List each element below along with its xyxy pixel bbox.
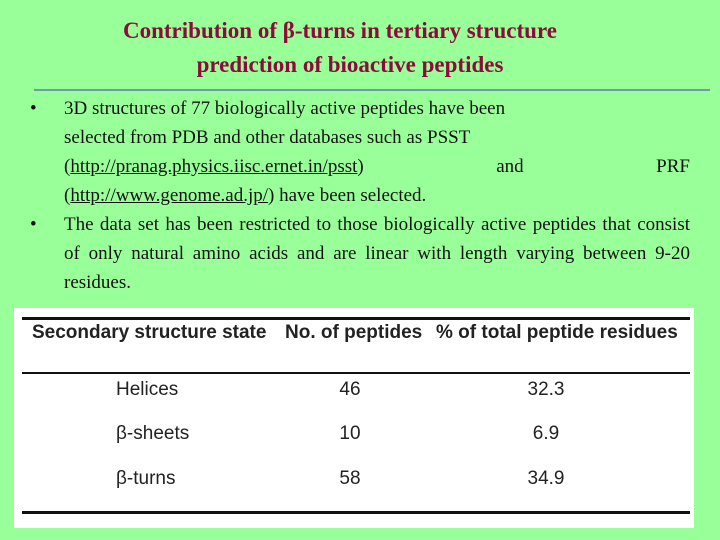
title-line-1 <box>0 14 720 48</box>
bullet-1-line-4 <box>64 181 690 210</box>
row-sheets-state: β-sheets <box>116 423 190 444</box>
row-sheets-percent: 6.9 <box>532 423 560 444</box>
table-top-rule <box>22 317 690 320</box>
header-secondary-structure: Secondary structure state <box>32 322 267 343</box>
title-text-suffix: -turns in tertiary structure <box>294 18 557 43</box>
row-helices-state: Helices <box>116 379 179 400</box>
row-turns-count: 58 <box>339 468 361 489</box>
paren: ( <box>64 185 71 206</box>
paren: ) <box>357 156 364 177</box>
title-line-2: prediction of bioactive peptides <box>196 52 504 77</box>
bullet-list <box>30 94 690 297</box>
structure-table <box>14 308 694 528</box>
slide-title <box>0 14 720 82</box>
row-helices-count: 46 <box>339 379 361 400</box>
row-turns-percent: 34.9 <box>527 468 565 489</box>
row-turns-state: β-turns <box>116 468 176 489</box>
table-bottom-rule <box>22 511 690 514</box>
paren: ( <box>64 156 71 177</box>
title-divider <box>34 89 710 91</box>
psst-link[interactable]: http://pranag.physics.iisc.ernet.in/psst <box>70 156 358 177</box>
bullet-item-datasets <box>30 94 690 210</box>
row-helices-percent: 32.3 <box>527 379 565 400</box>
table-header-rule <box>22 372 690 374</box>
prf-text: PRF <box>656 156 690 177</box>
header-percent-residues: % of total peptide residues <box>436 322 678 343</box>
bullet-1-line-3 <box>64 152 690 181</box>
bullet-1-tail: ) have been selected. <box>268 185 427 206</box>
row-sheets-count: 10 <box>339 423 361 444</box>
bullet-1-line-1: • 3D structures of 77 biologically active peptides have been <box>64 98 506 119</box>
bullet-item-restriction: • The data set has been restricted to those biologically active peptides that consist of only natural amino acids and are linear with length varying between 9-20 residues. <box>30 210 690 297</box>
header-no-of-peptides: No. of peptides <box>285 322 423 343</box>
title-text-prefix: Contribution of <box>123 18 283 43</box>
genome-link[interactable]: http://www.genome.ad.jp/ <box>70 185 269 206</box>
bullet-1-line-2: selected from PDB and other databases such as PSST <box>64 127 471 148</box>
beta-symbol: β <box>282 18 295 43</box>
psst-link-group <box>64 152 364 181</box>
and-text: and <box>496 156 524 177</box>
